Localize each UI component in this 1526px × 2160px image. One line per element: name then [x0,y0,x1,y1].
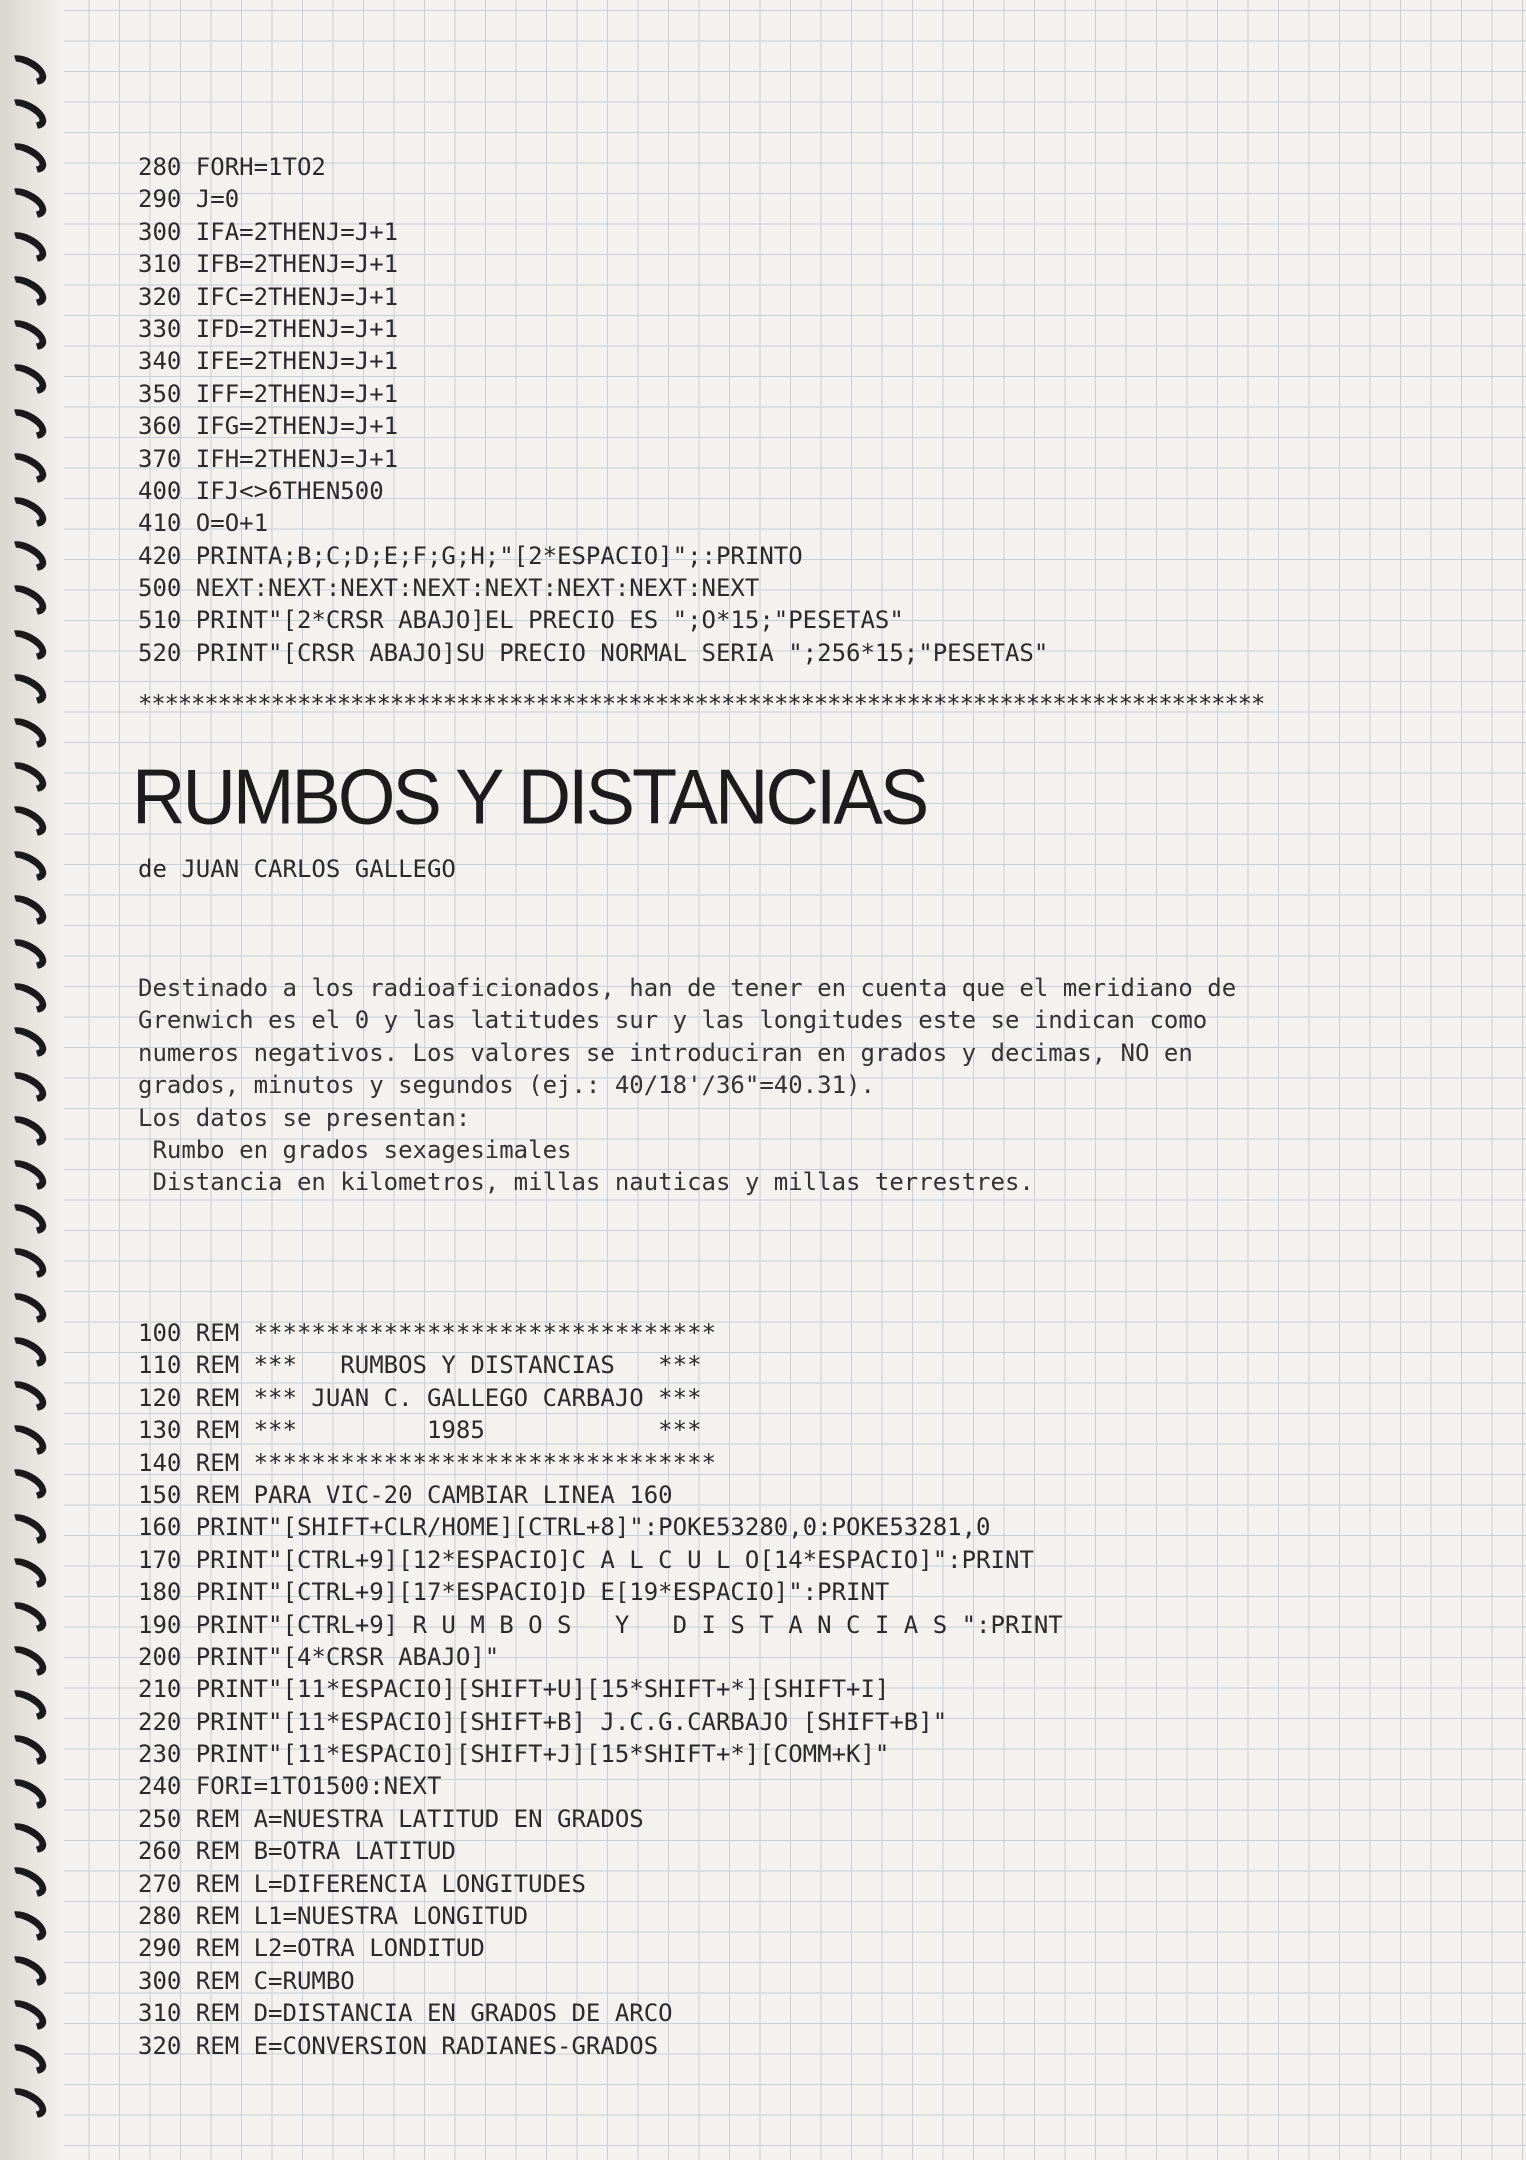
spiral-ring [1,93,51,135]
code-line: 100 REM ******************************** [138,1319,716,1347]
spiral-ring [1,668,51,710]
spiral-ring [1,226,51,268]
code-line: 110 REM *** RUMBOS Y DISTANCIAS *** [138,1351,702,1380]
code-line: 120 REM *** JUAN C. GALLEGO CARBAJO *** [138,1383,702,1412]
spiral-ring [1,2038,51,2080]
code-line: 240 FORI=1TO1500:NEXT [138,1772,442,1801]
spiral-ring [1,1154,51,1196]
code-line: 210 PRINT"[11*ESPACIO][SHIFT+U][15*SHIFT+*][SHIFT+I] [138,1675,890,1704]
spiral-ring [1,137,51,179]
intro-line: Destinado a los radioaficionados, han de tener en cuenta que el meridiano de [138,974,1237,1002]
spiral-ring [1,1994,51,2036]
code-line: 290 REM L2=OTRA LONDITUD [138,1934,485,1963]
spiral-ring [1,889,51,931]
code-line: 280 REM L1=NUESTRA LONGITUD [138,1902,529,1931]
code-line: 300 REM C=RUMBO [138,1966,355,1995]
spiral-ring [1,1861,51,1903]
spiral-ring [1,1242,51,1284]
spiral-ring [1,977,51,1019]
spiral-ring [1,270,51,312]
code-line: 220 PRINT"[11*ESPACIO][SHIFT+B] J.C.G.CARBAJO [SHIFT+B]" [138,1707,948,1736]
spiral-ring [1,491,51,533]
code-line: 230 PRINT"[11*ESPACIO][SHIFT+J][15*SHIFT+*][COMM+K]" [138,1740,890,1769]
code-line: 160 PRINT"[SHIFT+CLR/HOME][CTRL+8]":POKE53280,0:POKE53281,0 [138,1513,991,1542]
spiral-ring [1,182,51,224]
code-line: 280 FORH=1TO2 [138,153,326,181]
code-line: 140 REM ******************************** [138,1448,716,1477]
code-line: 320 IFC=2THENJ=J+1 [138,282,399,311]
spiral-ring [1,1817,51,1859]
spiral-binding [0,0,64,2160]
spiral-ring [1,800,51,842]
code-line: 370 IFH=2THENJ=J+1 [138,444,399,473]
code-line: 510 PRINT"[2*CRSR ABAJO]EL PRECIO ES ";O*15;"PESETAS" [138,606,904,635]
spiral-ring [1,403,51,445]
spiral-ring [1,447,51,489]
spiral-ring [1,845,51,887]
code-line: 300 IFA=2THENJ=J+1 [138,217,399,246]
spiral-ring [1,1950,51,1992]
code-line: 260 REM B=OTRA LATITUD [138,1837,456,1866]
spiral-ring [1,1463,51,1505]
spiral-ring [1,756,51,798]
intro-line: Distancia en kilometros, millas nauticas y millas terrestres. [138,1168,1034,1197]
code-line: 190 PRINT"[CTRL+9] R U M B O S Y D I S T A N C I A S ":PRINT [138,1610,1063,1639]
code-line: 400 IFJ<>6THEN500 [138,476,384,505]
spiral-ring [1,535,51,577]
intro-line: grados, minutos y segundos (ej.: 40/18'/36"=40.31). [138,1071,875,1100]
code-line: 350 IFF=2THENJ=J+1 [138,379,399,408]
intro-line: Grenwich es el 0 y las latitudes sur y las longitudes este se indican como [138,1006,1208,1035]
spiral-ring [1,1198,51,1240]
article-intro [138,972,1236,1199]
code-line: 130 REM *** 1985 *** [138,1416,702,1445]
spiral-ring [1,1773,51,1815]
code-line: 520 PRINT"[CRSR ABAJO]SU PRECIO NORMAL SERIA ";256*15;"PESETAS" [138,638,1049,667]
code-line: 310 REM D=DISTANCIA EN GRADOS DE ARCO [138,1999,673,2028]
spiral-ring [1,1905,51,1947]
asterisk-divider: ************************************************************************************* [138,690,1265,718]
spiral-ring [1,1331,51,1373]
code-line: 150 REM PARA VIC-20 CAMBIAR LINEA 160 [138,1480,673,1509]
intro-line: Los datos se presentan: [138,1103,471,1132]
spiral-ring [1,579,51,621]
spiral-ring [1,1419,51,1461]
code-line: 330 IFD=2THENJ=J+1 [138,314,399,343]
code-line: 270 REM L=DIFERENCIA LONGITUDES [138,1869,586,1898]
spiral-ring [1,1287,51,1329]
code-line: 310 IFB=2THENJ=J+1 [138,250,399,279]
spiral-ring [1,712,51,754]
code-line: 170 PRINT"[CTRL+9][12*ESPACIO]C A L C U L O[14*ESPACIO]":PRINT [138,1545,1034,1574]
spiral-ring [1,358,51,400]
spiral-ring [1,1596,51,1638]
spiral-ring [1,1508,51,1550]
spiral-ring [1,1552,51,1594]
spiral-ring [1,1066,51,1108]
spiral-ring [1,1375,51,1417]
code-listing-previous [138,151,1048,669]
spiral-ring [1,624,51,666]
code-line: 200 PRINT"[4*CRSR ABAJO]" [138,1642,500,1671]
spiral-ring [1,2082,51,2124]
spiral-ring [1,1021,51,1063]
spiral-ring [1,1110,51,1152]
intro-line: numeros negativos. Los valores se introduciran en grados y decimas, NO en [138,1038,1193,1067]
spiral-ring [1,1684,51,1726]
spiral-ring [1,1640,51,1682]
article-title: RUMBOS Y DISTANCIAS [132,753,927,841]
spiral-ring [1,1729,51,1771]
code-line: 360 IFG=2THENJ=J+1 [138,412,399,441]
code-line: 340 IFE=2THENJ=J+1 [138,347,399,376]
spiral-ring [1,933,51,975]
spiral-ring [1,314,51,356]
spiral-ring [1,49,51,91]
code-line: 180 PRINT"[CTRL+9][17*ESPACIO]D E[19*ESPACIO]":PRINT [138,1578,890,1607]
code-line: 290 J=0 [138,185,240,214]
code-line: 320 REM E=CONVERSION RADIANES-GRADOS [138,2031,659,2060]
article-author: de JUAN CARLOS GALLEGO [138,855,456,883]
code-line: 420 PRINTA;B;C;D;E;F;G;H;"[2*ESPACIO]";:PRINTO [138,541,803,570]
code-line: 250 REM A=NUESTRA LATITUD EN GRADOS [138,1804,644,1833]
code-line: 410 O=O+1 [138,509,269,538]
code-listing-rumbos [138,1317,1063,2062]
intro-line: Rumbo en grados sexagesimales [138,1135,572,1164]
code-line: 500 NEXT:NEXT:NEXT:NEXT:NEXT:NEXT:NEXT:NEXT [138,574,760,603]
